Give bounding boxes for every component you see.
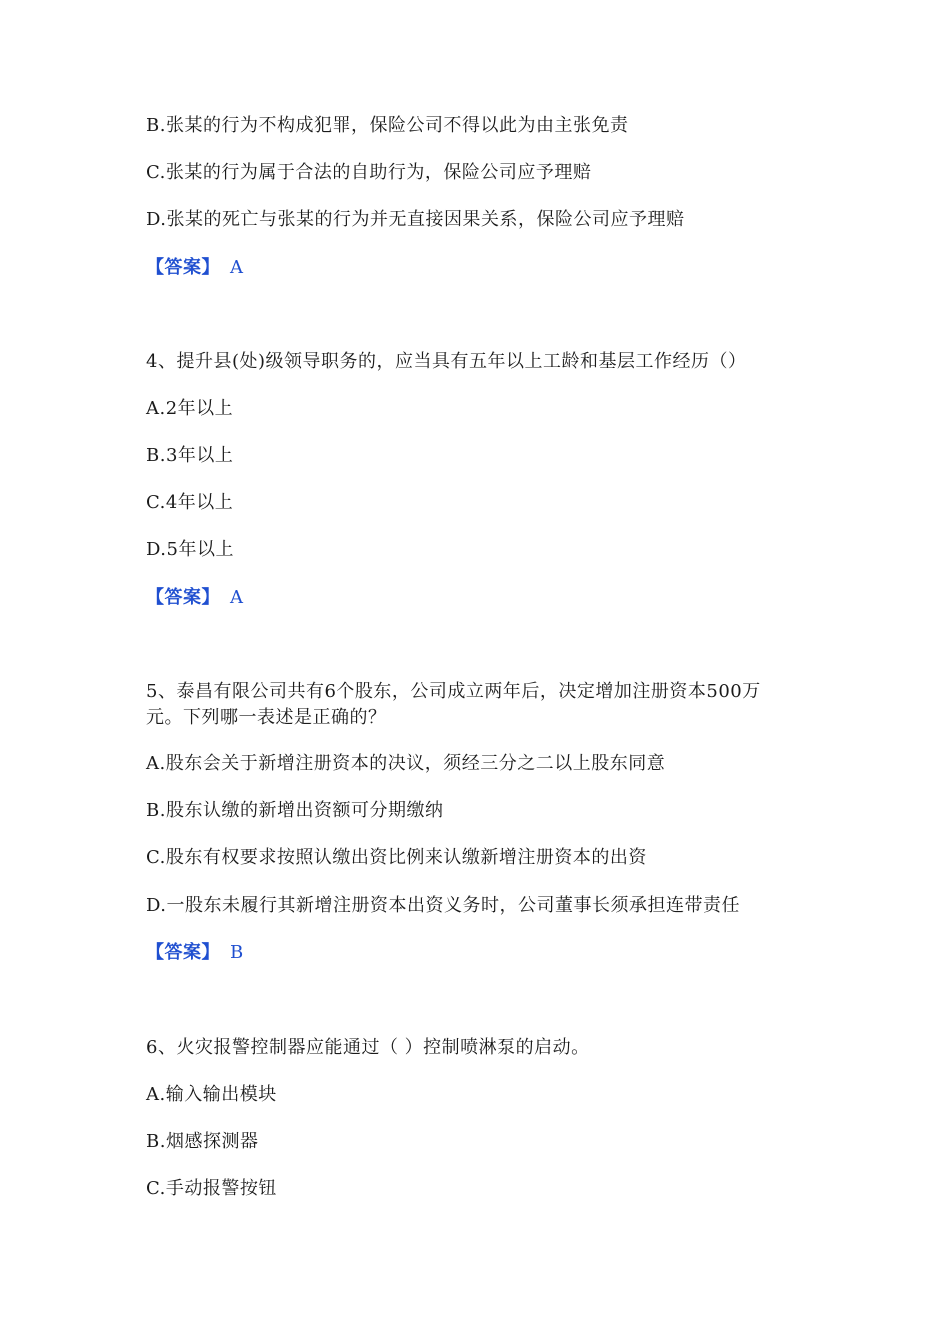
q6-option-c: C.手动报警按钮 bbox=[146, 1178, 277, 1199]
q6-question: 6、火灾报警控制器应能通过（ ）控制喷淋泵的启动。 bbox=[146, 1037, 590, 1058]
q5-option-b: B.股东认缴的新增出资额可分期缴纳 bbox=[146, 800, 444, 821]
q5-option-c: C.股东有权要求按照认缴出资比例来认缴新增注册资本的出资 bbox=[146, 847, 647, 868]
q4-option-c: C.4年以上 bbox=[146, 492, 234, 513]
q6-option-b: B.烟感探测器 bbox=[146, 1131, 259, 1152]
answer-label: 【答案】 bbox=[146, 257, 220, 278]
q4-option-d: D.5年以上 bbox=[146, 539, 234, 560]
answer-label: 【答案】 bbox=[146, 942, 220, 963]
q4-option-a: A.2年以上 bbox=[146, 398, 234, 419]
q3-answer bbox=[146, 256, 244, 280]
q5-answer bbox=[146, 941, 244, 965]
q4-question: 4、提升县(处)级领导职务的，应当具有五年以上工龄和基层工作经历（） bbox=[146, 351, 747, 372]
q3-option-d: D.张某的死亡与张某的行为并无直接因果关系，保险公司应予理赔 bbox=[146, 209, 685, 230]
q3-option-c: C.张某的行为属于合法的自助行为，保险公司应予理赔 bbox=[146, 162, 592, 183]
q3-option-b: B.张某的行为不构成犯罪，保险公司不得以此为由主张免责 bbox=[146, 115, 629, 136]
q4-answer bbox=[146, 586, 244, 610]
q4-option-b: B.3年以上 bbox=[146, 445, 234, 466]
answer-label: 【答案】 bbox=[146, 587, 220, 608]
q5-option-d: D.一股东未履行其新增注册资本出资义务时，公司董事长须承担连带责任 bbox=[146, 895, 741, 916]
q5-option-a: A.股东会关于新增注册资本的决议，须经三分之二以上股东同意 bbox=[146, 753, 666, 774]
answer-value: A bbox=[230, 257, 244, 278]
q6-option-a: A.输入输出模块 bbox=[146, 1084, 277, 1105]
answer-value: A bbox=[230, 587, 244, 608]
q5-question-line2: 元。下列哪一表述是正确的？ bbox=[146, 707, 387, 728]
answer-value: B bbox=[230, 942, 244, 963]
q5-question-line1: 5、泰昌有限公司共有6个股东，公司成立两年后，决定增加注册资本500万 bbox=[146, 681, 761, 702]
